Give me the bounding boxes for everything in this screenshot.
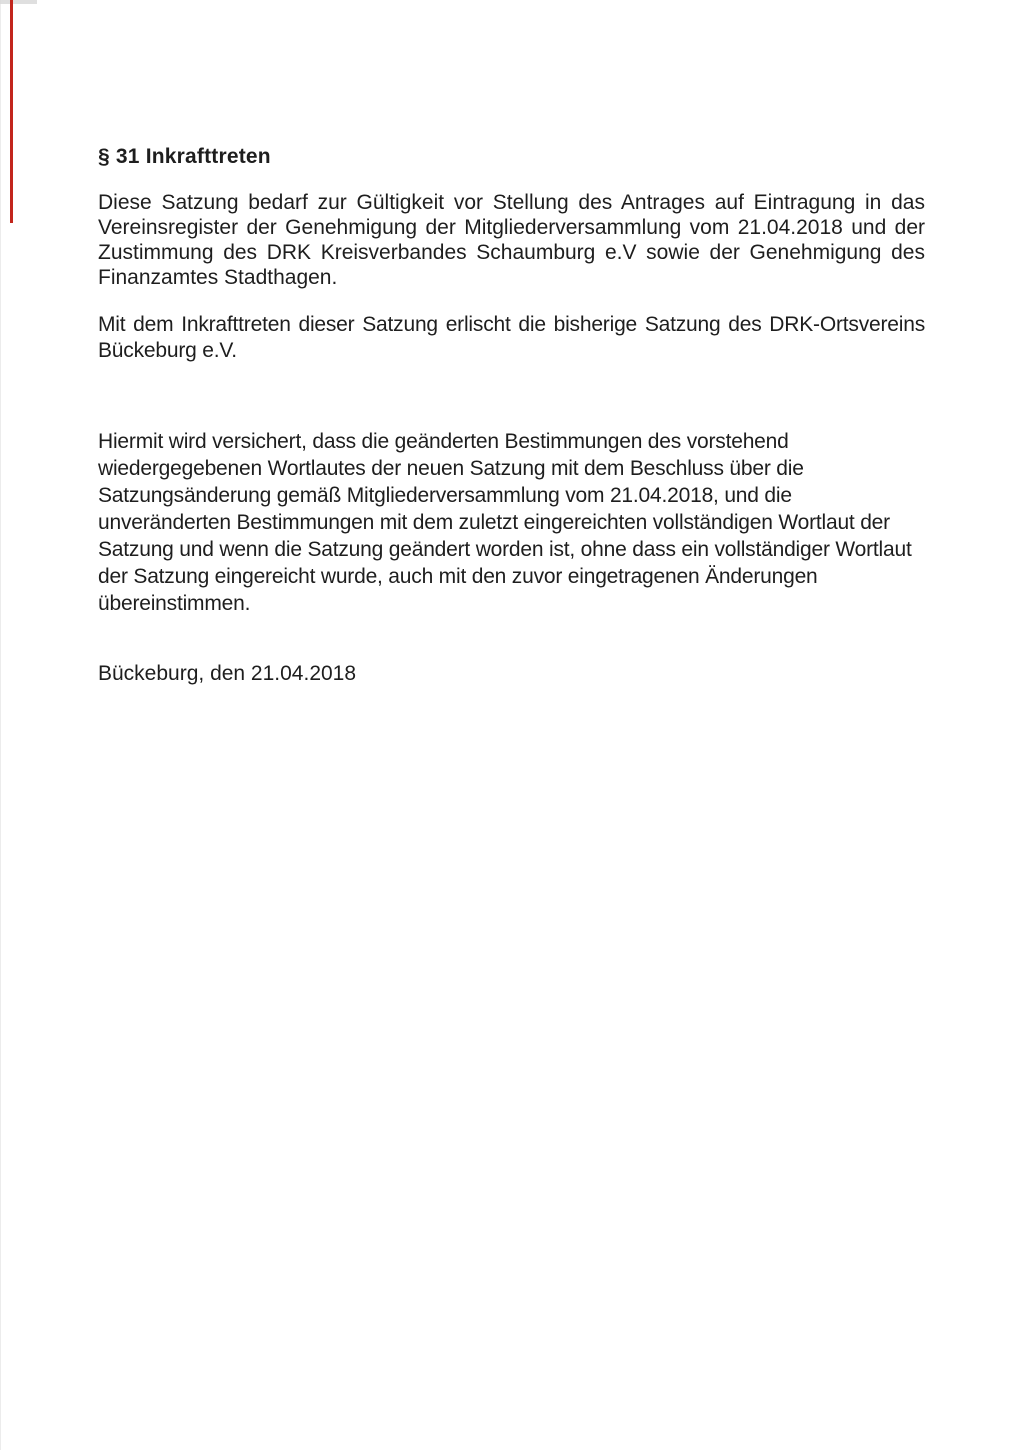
paragraph-expiry xyxy=(98,312,925,364)
place-date-line: Bückeburg, den 21.04.2018 xyxy=(98,662,357,685)
scan-edge-line xyxy=(0,0,1,1450)
section-heading: § 31 Inkrafttreten xyxy=(98,145,271,168)
paragraph-line: übereinstimmen. xyxy=(98,592,251,615)
paragraph-approval xyxy=(98,190,925,290)
paragraph-assurance xyxy=(98,428,925,617)
paragraph-line: wiedergegebenen Wortlautes der neuen Satzung mit dem Beschluss über die xyxy=(98,457,804,480)
paragraph-line: Mit dem Inkrafttreten dieser Satzung erlischt die bisherige Satzung des DRK-Ortsvereins xyxy=(98,313,925,336)
paragraph-line: Zustimmung des DRK Kreisverbandes Schaumburg e.V sowie der Genehmigung des xyxy=(98,241,925,264)
paragraph-line: Diese Satzung bedarf zur Gültigkeit vor Stellung des Antrages auf Eintragung in das xyxy=(98,191,925,214)
paragraph-line: der Satzung eingereicht wurde, auch mit den zuvor eingetragenen Änderungen xyxy=(98,565,818,588)
scan-smudge-artifact xyxy=(0,0,37,4)
paragraph-line: Hiermit wird versichert, dass die geänderten Bestimmungen des vorstehend xyxy=(98,430,789,453)
paragraph-line: Vereinsregister der Genehmigung der Mitgliederversammlung vom 21.04.2018 und der xyxy=(98,216,925,239)
paragraph-line: unveränderten Bestimmungen mit dem zuletzt eingereichten vollständigen Wortlaut der xyxy=(98,511,890,534)
paragraph-line: Satzungsänderung gemäß Mitgliederversammlung vom 21.04.2018, und die xyxy=(98,484,792,507)
paragraph-line: Satzung und wenn die Satzung geändert worden ist, ohne dass ein vollständiger Wortlaut xyxy=(98,538,912,561)
paragraph-line: Bückeburg e.V. xyxy=(98,339,237,362)
red-pen-mark-artifact xyxy=(10,0,13,223)
paragraph-line: Finanzamtes Stadthagen. xyxy=(98,266,338,289)
